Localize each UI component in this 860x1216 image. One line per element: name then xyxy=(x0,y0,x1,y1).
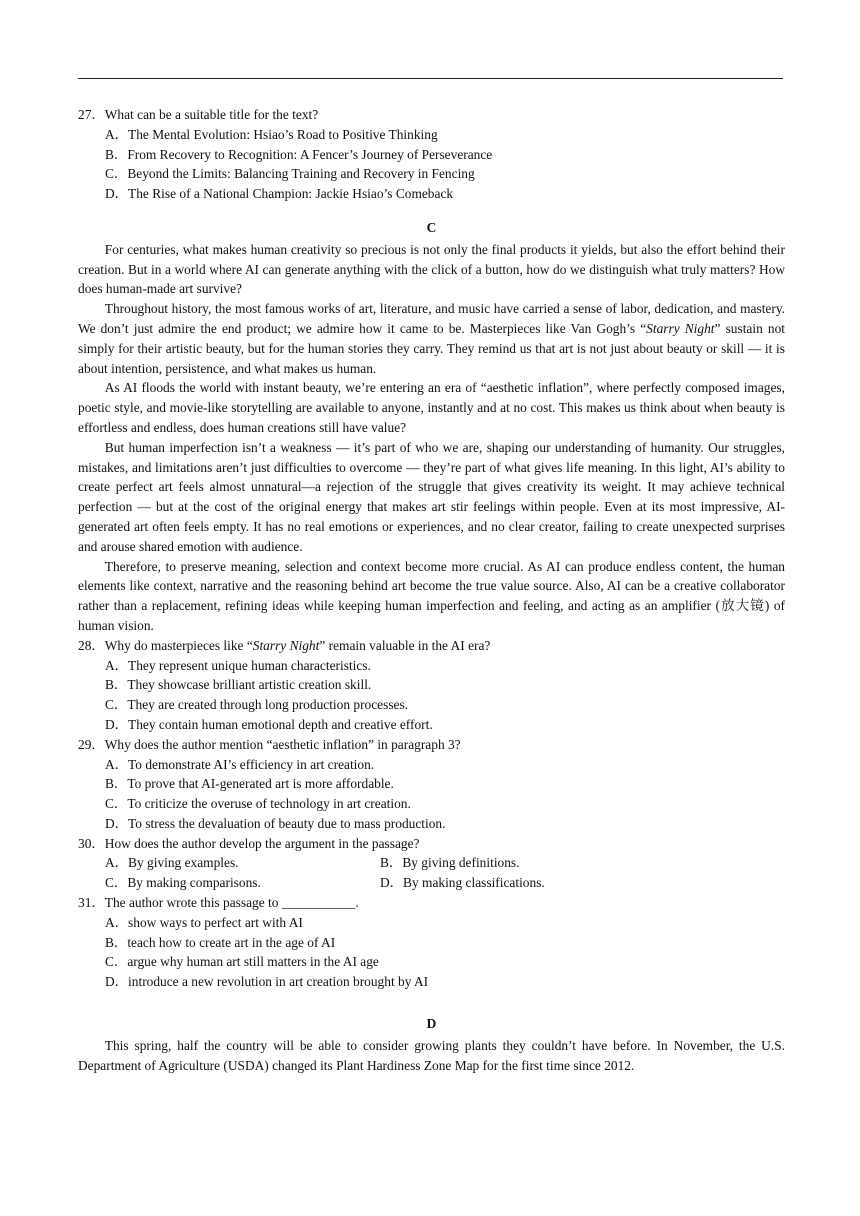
question-stem: 30．How does the author develop the argument in the passage? xyxy=(78,835,420,851)
option-row xyxy=(78,853,785,873)
option-b: B．To prove that AI-generated art is more affordable. xyxy=(105,776,394,792)
question-27 xyxy=(78,105,785,204)
question-text: ” remain valuable in the AI era? xyxy=(319,637,491,653)
paragraph: For centuries, what makes human creativity so precious is not only the final products it yields, but also the effort behind their creation. But in a world where AI can generate anything with the click of a button, how do we distinguish what truly matters? How does human-made art survive? xyxy=(78,241,785,297)
top-rule xyxy=(78,78,783,79)
passage-c xyxy=(78,218,785,636)
paragraph xyxy=(78,299,785,378)
question-stem: 27．What can be a suitable title for the text? xyxy=(78,107,319,122)
paragraph: As AI floods the world with instant beauty, we’re entering an era of “aesthetic inflation”, where perfectly composed images, poetic style, and movie-like storytelling are available to anyone, instantly and at no cost. This makes us think about when beauty is effortless and endless, does human creations still have value? xyxy=(78,380,785,435)
option-d: D．The Rise of a National Champion: Jackie Hsiao’s Comeback xyxy=(105,186,454,202)
passage-d xyxy=(78,1014,785,1075)
option-d: D．To stress the devaluation of beauty due to mass production. xyxy=(105,815,446,831)
paragraph-text: ” sustain not simply for their artistic beauty, but for the human stories they carry. They remind us that art is not just about beauty or skill — it is about intention, persistence, and what makes us human. xyxy=(78,320,785,376)
option-row xyxy=(78,873,785,893)
question-30 xyxy=(78,834,785,893)
paragraph: This spring, half the country will be able to consider growing plants they couldn’t have before. In November, the U.S. Department of Agriculture (USDA) changed its Plant Hardiness Zone Map for the first time since 2012. xyxy=(78,1037,785,1073)
paragraph: Therefore, to preserve meaning, selection and context become more crucial. As AI can produce endless content, the human elements like context, narrative and the reasoning behind art become the true value source. Also, AI can be a creative collaborator rather than a replacement, refining ideas while keeping human imperfection and feeling, and acting as an amplifier (放大镜) of human vision. xyxy=(78,558,785,633)
option-c: C．Beyond the Limits: Balancing Training and Recovery in Fencing xyxy=(105,166,475,182)
option-b: B．From Recovery to Recognition: A Fencer’s Journey of Perseverance xyxy=(105,146,493,162)
question-stem xyxy=(78,636,785,656)
option-c: C．They are created through long production processes. xyxy=(105,697,409,713)
paragraph-text: Throughout history, the most famous works of art, literature, and music have carried a sense of labor, dedication, and mastery. We don’t just admire the end product; we admire how it came to be. Masterpieces like Van Gogh’s “ xyxy=(78,301,785,336)
option-c: C．argue why human art still matters in the AI age xyxy=(105,954,379,970)
section-heading: C xyxy=(426,219,437,235)
option-b: B．teach how to create art in the age of AI xyxy=(105,934,336,950)
option-b: B．By giving definitions. xyxy=(380,855,520,871)
question-31 xyxy=(78,893,785,992)
option-c: C．By making comparisons. xyxy=(105,875,261,891)
option-d: D．By making classifications. xyxy=(380,875,545,891)
exam-page xyxy=(78,105,785,1075)
option-b: B．They showcase brilliant artistic creation skill. xyxy=(105,677,372,693)
paragraph: But human imperfection isn’t a weakness — it’s part of who we are, shaping our understanding of humanity. Our struggles, mistakes, and limitations aren’t just difficulties to overcome — they’re part of what gives life meaning. In this light, AI’s ability to create perfect art feels almost unnatural—a rejection of the struggle that gives creativity its weight. It may achieve technical perfection — but at the cost of the original energy that makes art stir feelings within people. Even at its most impressive, AI-generated art often feels empty. It has no real emotions or experiences, and no clear creator, failing to create unexpected surprises and arouse shared emotion with audience. xyxy=(78,439,785,554)
section-heading: D xyxy=(426,1016,437,1032)
option-a: A．The Mental Evolution: Hsiao’s Road to Positive Thinking xyxy=(105,126,438,142)
question-text: 28．Why do masterpieces like “ xyxy=(78,637,253,653)
option-d: D．introduce a new revolution in art creation brought by AI xyxy=(105,974,429,990)
option-d: D．They contain human emotional depth and creative effort. xyxy=(105,716,433,732)
question-29 xyxy=(78,735,785,834)
option-a: A．They represent unique human characteristics. xyxy=(105,657,371,673)
option-a: A．By giving examples. xyxy=(105,855,239,871)
artwork-title: Starry Night xyxy=(252,637,320,653)
artwork-title: Starry Night xyxy=(646,320,715,336)
question-28 xyxy=(78,636,785,735)
question-stem: 31．The author wrote this passage to ___________. xyxy=(78,895,359,911)
option-a: A．To demonstrate AI’s efficiency in art creation. xyxy=(105,756,375,772)
option-a: A．show ways to perfect art with AI xyxy=(105,914,303,930)
option-c: C．To criticize the overuse of technology in art creation. xyxy=(105,796,411,812)
question-stem: 29．Why does the author mention “aesthetic inflation” in paragraph 3? xyxy=(78,736,461,752)
